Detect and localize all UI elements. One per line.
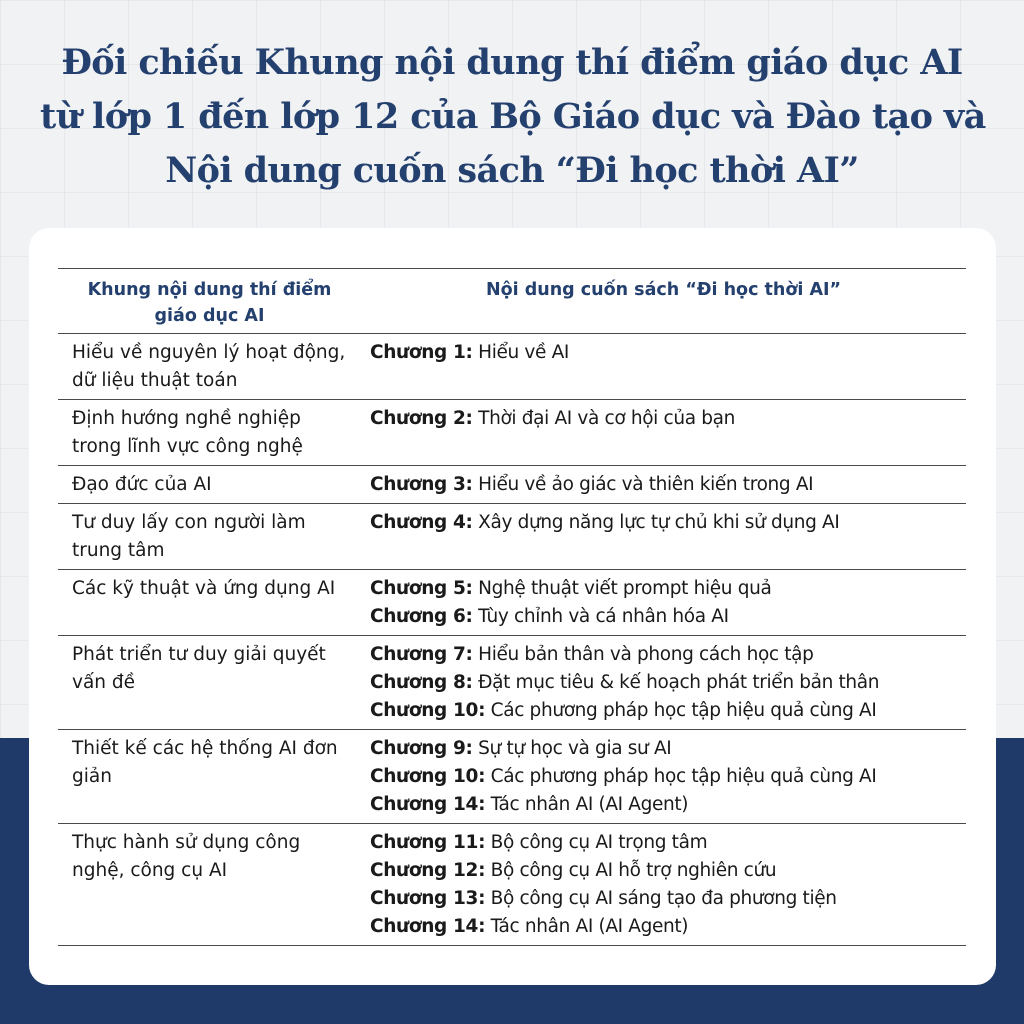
comparison-table: [58, 268, 966, 946]
comparison-card: [29, 228, 996, 985]
chapter-line: [370, 791, 966, 819]
chapter-line: [370, 829, 966, 857]
chapter-label: Chương 8:: [370, 672, 473, 693]
topic-cell: Các kỹ thuật và ứng dụng AI: [58, 570, 361, 636]
chapter-label: Chương 5:: [370, 578, 473, 599]
chapter-label: Chương 9:: [370, 738, 473, 759]
chapter-label: Chương 14:: [370, 916, 486, 937]
table-row: [58, 730, 966, 824]
chapter-line: [370, 641, 966, 669]
chapter-title: Nghệ thuật viết prompt hiệu quả: [472, 578, 772, 599]
chapters-cell: [361, 400, 966, 466]
chapter-title: Xây dựng năng lực tự chủ khi sử dụng AI: [472, 512, 840, 533]
chapter-line: [370, 603, 966, 631]
chapter-line: [370, 697, 966, 725]
chapter-label: Chương 3:: [370, 474, 473, 495]
chapter-title: Sự tự học và gia sư AI: [472, 738, 672, 759]
chapter-label: Chương 4:: [370, 512, 473, 533]
chapters-cell: [361, 334, 966, 400]
chapter-label: Chương 10:: [370, 700, 486, 721]
chapter-line: [370, 669, 966, 697]
topic-cell: Thiết kế các hệ thống AI đơn giản: [58, 730, 361, 824]
chapter-title: Hiểu về AI: [472, 342, 570, 363]
chapters-cell: [361, 824, 966, 946]
chapter-line: [370, 339, 966, 367]
chapter-line: [370, 509, 966, 537]
table-header-row: [58, 269, 966, 334]
chapter-title: Hiểu về ảo giác và thiên kiến trong AI: [472, 474, 814, 495]
chapter-label: Chương 7:: [370, 644, 473, 665]
chapter-label: Chương 2:: [370, 408, 473, 429]
chapter-line: [370, 885, 966, 913]
chapter-label: Chương 10:: [370, 766, 486, 787]
chapter-title: Tác nhân AI (AI Agent): [485, 916, 689, 937]
chapters-cell: [361, 570, 966, 636]
chapter-label: Chương 12:: [370, 860, 486, 881]
title-line-1: Đối chiếu Khung nội dung thí điểm giáo dục AI: [61, 42, 963, 83]
chapter-label: Chương 14:: [370, 794, 486, 815]
page-title: [40, 36, 984, 198]
chapter-line: [370, 575, 966, 603]
header-framework: Khung nội dung thí điểm giáo dục AI: [58, 269, 361, 334]
chapter-title: Hiểu bản thân và phong cách học tập: [472, 644, 814, 665]
table-row: [58, 824, 966, 946]
chapter-line: [370, 857, 966, 885]
topic-cell: Tư duy lấy con người làm trung tâm: [58, 504, 361, 570]
chapter-title: Thời đại AI và cơ hội của bạn: [472, 408, 735, 429]
chapter-title: Bộ công cụ AI sáng tạo đa phương tiện: [485, 888, 837, 909]
chapter-title: Các phương pháp học tập hiệu quả cùng AI: [485, 766, 877, 787]
chapters-cell: [361, 730, 966, 824]
chapters-cell: [361, 504, 966, 570]
chapter-title: Đặt mục tiêu & kế hoạch phát triển bản thân: [472, 672, 880, 693]
table-row: [58, 636, 966, 730]
chapters-cell: [361, 466, 966, 504]
chapter-line: [370, 763, 966, 791]
chapter-line: [370, 405, 966, 433]
topic-cell: Định hướng nghề nghiệp trong lĩnh vực công nghệ: [58, 400, 361, 466]
table-row: [58, 504, 966, 570]
chapter-line: [370, 471, 966, 499]
table-row: [58, 334, 966, 400]
chapter-title: Tùy chỉnh và cá nhân hóa AI: [472, 606, 729, 627]
topic-cell: Thực hành sử dụng công nghệ, công cụ AI: [58, 824, 361, 946]
chapter-label: Chương 13:: [370, 888, 486, 909]
chapter-title: Bộ công cụ AI hỗ trợ nghiên cứu: [485, 860, 777, 881]
title-line-3: Nội dung cuốn sách “Đi học thời AI”: [165, 150, 859, 191]
topic-cell: Đạo đức của AI: [58, 466, 361, 504]
chapter-title: Bộ công cụ AI trọng tâm: [485, 832, 708, 853]
chapter-line: [370, 735, 966, 763]
table-row: [58, 400, 966, 466]
chapter-label: Chương 1:: [370, 342, 473, 363]
chapter-line: [370, 913, 966, 941]
table-row: [58, 570, 966, 636]
table-row: [58, 466, 966, 504]
chapter-title: Các phương pháp học tập hiệu quả cùng AI: [485, 700, 877, 721]
chapter-label: Chương 11:: [370, 832, 486, 853]
chapter-label: Chương 6:: [370, 606, 473, 627]
title-line-2: từ lớp 1 đến lớp 12 của Bộ Giáo dục và Đào tạo và: [40, 96, 986, 137]
topic-cell: Phát triển tư duy giải quyết vấn đề: [58, 636, 361, 730]
chapters-cell: [361, 636, 966, 730]
topic-cell: Hiểu về nguyên lý hoạt động, dữ liệu thuật toán: [58, 334, 361, 400]
chapter-title: Tác nhân AI (AI Agent): [485, 794, 689, 815]
header-book-content: Nội dung cuốn sách “Đi học thời AI”: [361, 269, 966, 334]
